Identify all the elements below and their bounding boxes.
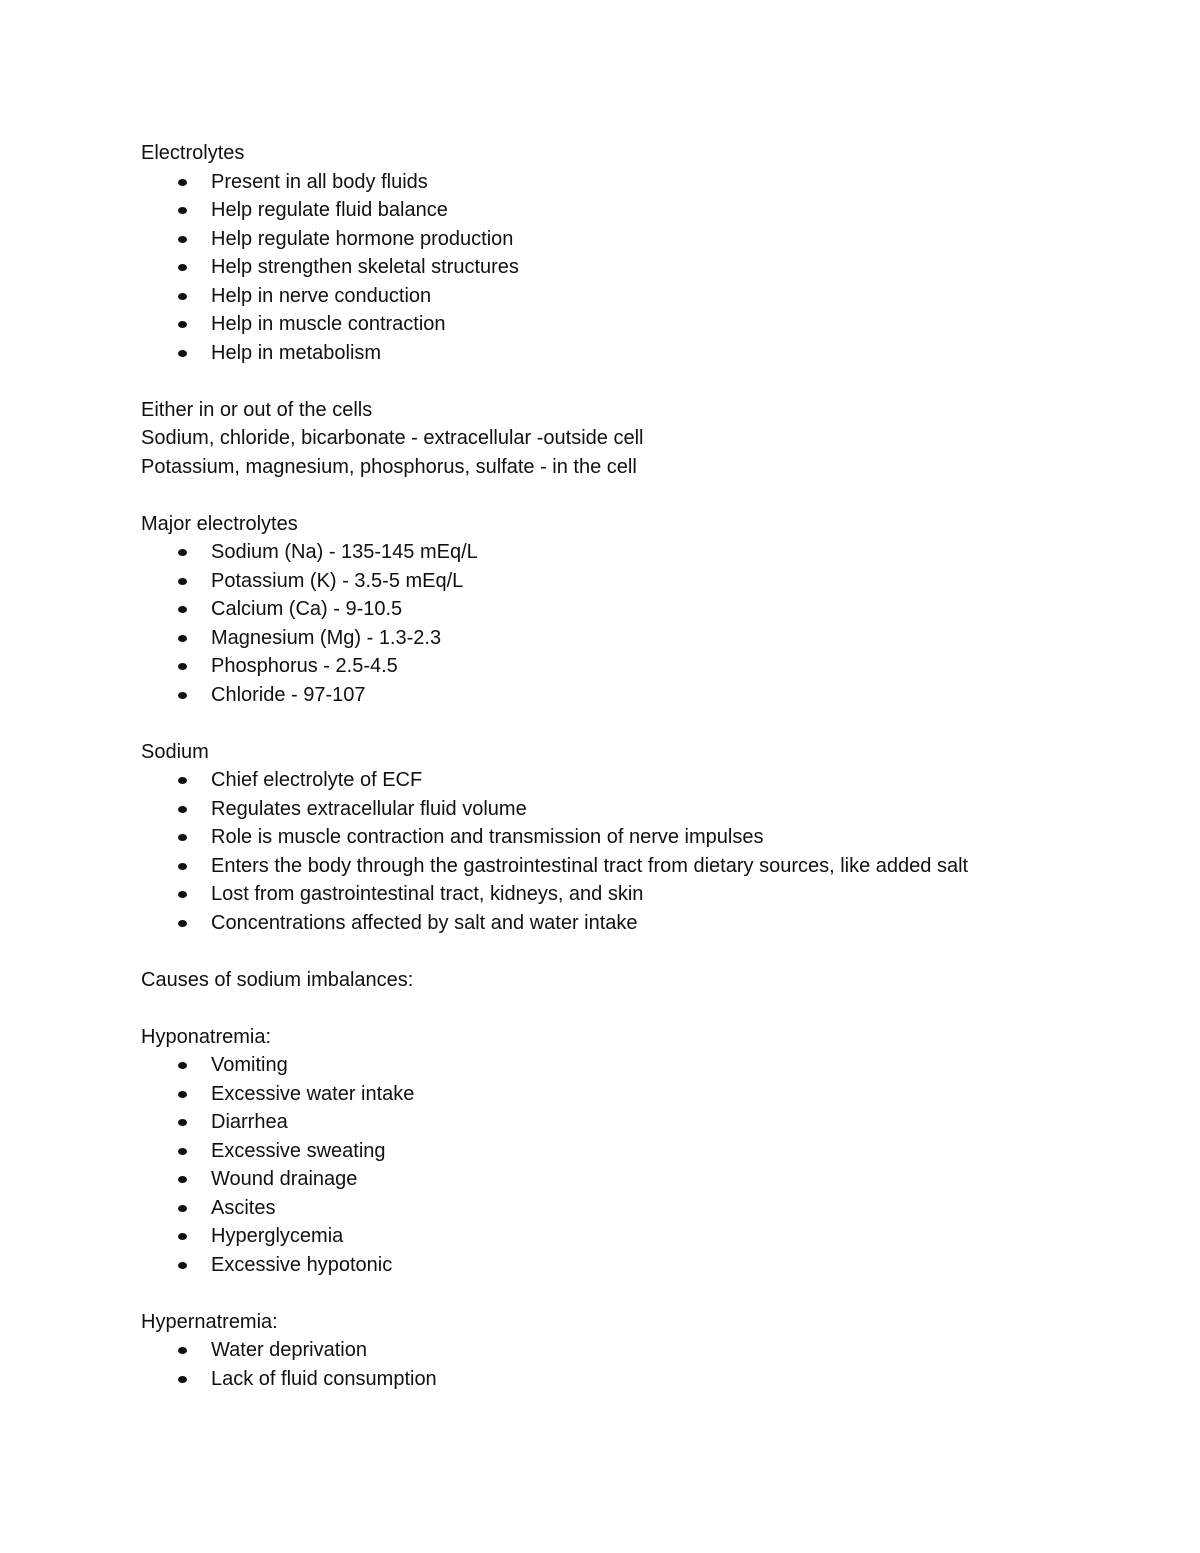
bullet-icon (178, 692, 187, 699)
list-item: Role is muscle contraction and transmission of nerve impulses (141, 823, 1141, 852)
section-heading-hypernatremia: Hypernatremia: (141, 1310, 278, 1333)
list-item: Help strengthen skeletal structures (141, 253, 1141, 282)
bullet-icon (178, 293, 187, 300)
spacer (141, 937, 1141, 966)
list-item: Lack of fluid consumption (141, 1365, 1141, 1394)
bullet-icon (178, 207, 187, 214)
bullet-icon (178, 350, 187, 357)
list-item: Water deprivation (141, 1336, 1141, 1365)
list-item: Vomiting (141, 1051, 1141, 1080)
bullet-icon (178, 1376, 187, 1383)
section-heading-causes: Causes of sodium imbalances: (141, 968, 414, 991)
hyponatremia-list (141, 1051, 1141, 1279)
section-heading-sodium: Sodium (141, 740, 209, 763)
bullet-icon (178, 236, 187, 243)
bullet-icon (178, 863, 187, 870)
list-item: Help regulate hormone production (141, 225, 1141, 254)
bullet-icon (178, 1347, 187, 1354)
bullet-icon (178, 1205, 187, 1212)
bullet-icon (178, 1119, 187, 1126)
section-heading-major-electrolytes: Major electrolytes (141, 512, 298, 535)
bullet-icon (178, 806, 187, 813)
sodium-list (141, 766, 1141, 937)
list-item: Sodium (Na) - 135-145 mEq/L (141, 538, 1141, 567)
list-item: Excessive water intake (141, 1080, 1141, 1109)
list-item: Help regulate fluid balance (141, 196, 1141, 225)
bullet-icon (178, 578, 187, 585)
list-item: Calcium (Ca) - 9-10.5 (141, 595, 1141, 624)
bullet-icon (178, 777, 187, 784)
bullet-icon (178, 606, 187, 613)
text-line-cells: Either in or out of the cells (141, 398, 373, 421)
bullet-icon (178, 920, 187, 927)
list-item: Excessive sweating (141, 1137, 1141, 1166)
bullet-icon (178, 663, 187, 670)
hypernatremia-list (141, 1336, 1141, 1393)
text-line-extracellular: Sodium, chloride, bicarbonate - extracellular -outside cell (141, 427, 644, 449)
section-heading-electrolytes: Electrolytes (141, 142, 245, 164)
spacer (141, 481, 1141, 510)
list-item: Hyperglycemia (141, 1222, 1141, 1251)
list-item: Chloride - 97-107 (141, 681, 1141, 710)
bullet-icon (178, 1262, 187, 1269)
bullet-icon (178, 891, 187, 898)
section-heading-hyponatremia: Hyponatremia: (141, 1025, 272, 1048)
bullet-icon (178, 1062, 187, 1069)
bullet-icon (178, 264, 187, 271)
bullet-icon (178, 1148, 187, 1155)
bullet-icon (178, 635, 187, 642)
document-page (141, 139, 1141, 1393)
bullet-icon (178, 321, 187, 328)
bullet-icon (178, 1233, 187, 1240)
list-item: Help in metabolism (141, 339, 1141, 368)
list-item: Enters the body through the gastrointestinal tract from dietary sources, like added salt (141, 852, 1141, 881)
list-item: Ascites (141, 1194, 1141, 1223)
spacer (141, 709, 1141, 738)
list-item: Help in muscle contraction (141, 310, 1141, 339)
bullet-icon (178, 549, 187, 556)
bullet-icon (178, 1091, 187, 1098)
major-electrolytes-list (141, 538, 1141, 709)
list-item: Help in nerve conduction (141, 282, 1141, 311)
spacer (141, 1279, 1141, 1308)
text-line-intracellular: Potassium, magnesium, phosphorus, sulfate - in the cell (141, 455, 637, 478)
list-item: Present in all body fluids (141, 168, 1141, 197)
electrolytes-list (141, 168, 1141, 368)
list-item: Potassium (K) - 3.5-5 mEq/L (141, 567, 1141, 596)
list-item: Diarrhea (141, 1108, 1141, 1137)
list-item: Excessive hypotonic (141, 1251, 1141, 1280)
bullet-icon (178, 1176, 187, 1183)
list-item: Regulates extracellular fluid volume (141, 795, 1141, 824)
bullet-icon (178, 179, 187, 186)
list-item: Phosphorus - 2.5-4.5 (141, 652, 1141, 681)
list-item: Magnesium (Mg) - 1.3-2.3 (141, 624, 1141, 653)
list-item: Lost from gastrointestinal tract, kidneys, and skin (141, 880, 1141, 909)
spacer (141, 994, 1141, 1023)
list-item: Concentrations affected by salt and water intake (141, 909, 1141, 938)
list-item: Chief electrolyte of ECF (141, 766, 1141, 795)
bullet-icon (178, 834, 187, 841)
spacer (141, 367, 1141, 396)
list-item: Wound drainage (141, 1165, 1141, 1194)
